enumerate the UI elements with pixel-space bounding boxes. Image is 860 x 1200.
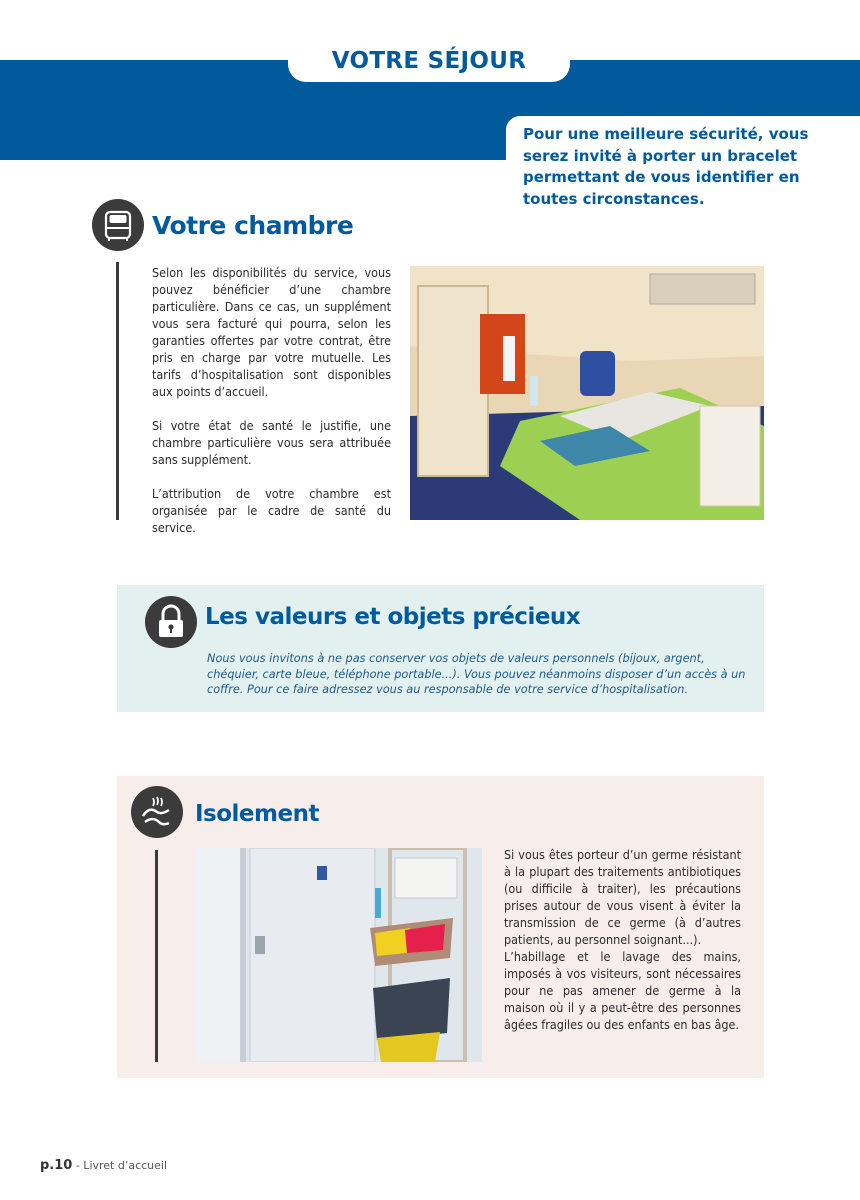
footer-label: - Livret d’accueil <box>75 1159 168 1172</box>
chambre-paragraph: Si votre état de santé le justifie, une chambre particulière vous sera attribuée sans supplément. <box>152 418 391 467</box>
page-number: p.10 <box>40 1158 73 1173</box>
security-note: Pour une meilleure sécurité, vous serez invité à porter un bracelet permettant de vous identifier en toutes circonstances. <box>506 116 860 196</box>
section-title-chambre: Votre chambre <box>152 211 354 240</box>
hospital-room-photo <box>410 266 764 520</box>
section-divider <box>155 850 158 1062</box>
section-title-valeurs: Les valeurs et objets précieux <box>205 604 581 630</box>
handwash-icon <box>131 786 183 838</box>
isolement-text <box>504 846 741 1033</box>
padlock-icon <box>145 596 197 648</box>
header-tab <box>288 40 570 82</box>
chambre-text <box>152 264 391 536</box>
page-title: VOTRE SÉJOUR <box>331 48 527 74</box>
isolement-paragraph: L’habillage et le lavage des mains, imposés à vos visiteurs, sont nécessaires pour ne pas amener de germe à la maison où il y a peut-être des personnes âgées fragiles ou des enfants en bas âge. <box>504 949 741 1032</box>
isolement-paragraph: Si vous êtes porteur d’un germe résistant à la plupart des traitements antibiotiques (ou difficile à traiter), les précautions prises autour de vous visent à éviter la transmission de ce germe (à d’autres patients, au personnel soignant...). <box>504 847 741 947</box>
valeurs-text: Nous vous invitons à ne pas conserver vos objets de valeurs personnels (bijoux, argent, chéquier, carte bleue, téléphone portable...). Vous pouvez néanmoins disposer d’un accès à un coffre. Pour ce faire adressez vous au responsable de votre service d’hospitalisation. <box>207 652 746 696</box>
section-title-isolement: Isolement <box>195 801 319 827</box>
page-footer <box>40 1158 167 1173</box>
bed-icon <box>92 199 144 251</box>
chambre-paragraph: L’attribution de votre chambre est organisée par le cadre de santé du service. <box>152 486 391 535</box>
isolation-room-photo <box>195 848 482 1062</box>
chambre-paragraph: Selon les disponibilités du service, vous pouvez bénéficier d’une chambre particulière. Dans ce cas, un supplément vous sera facturé qui pourra, selon les garanties offertes par votre contrat, être pris en charge par votre mutuelle. Les tarifs d’hospitalisation sont disponibles aux points d’accueil. <box>152 265 391 399</box>
section-divider <box>116 262 119 520</box>
